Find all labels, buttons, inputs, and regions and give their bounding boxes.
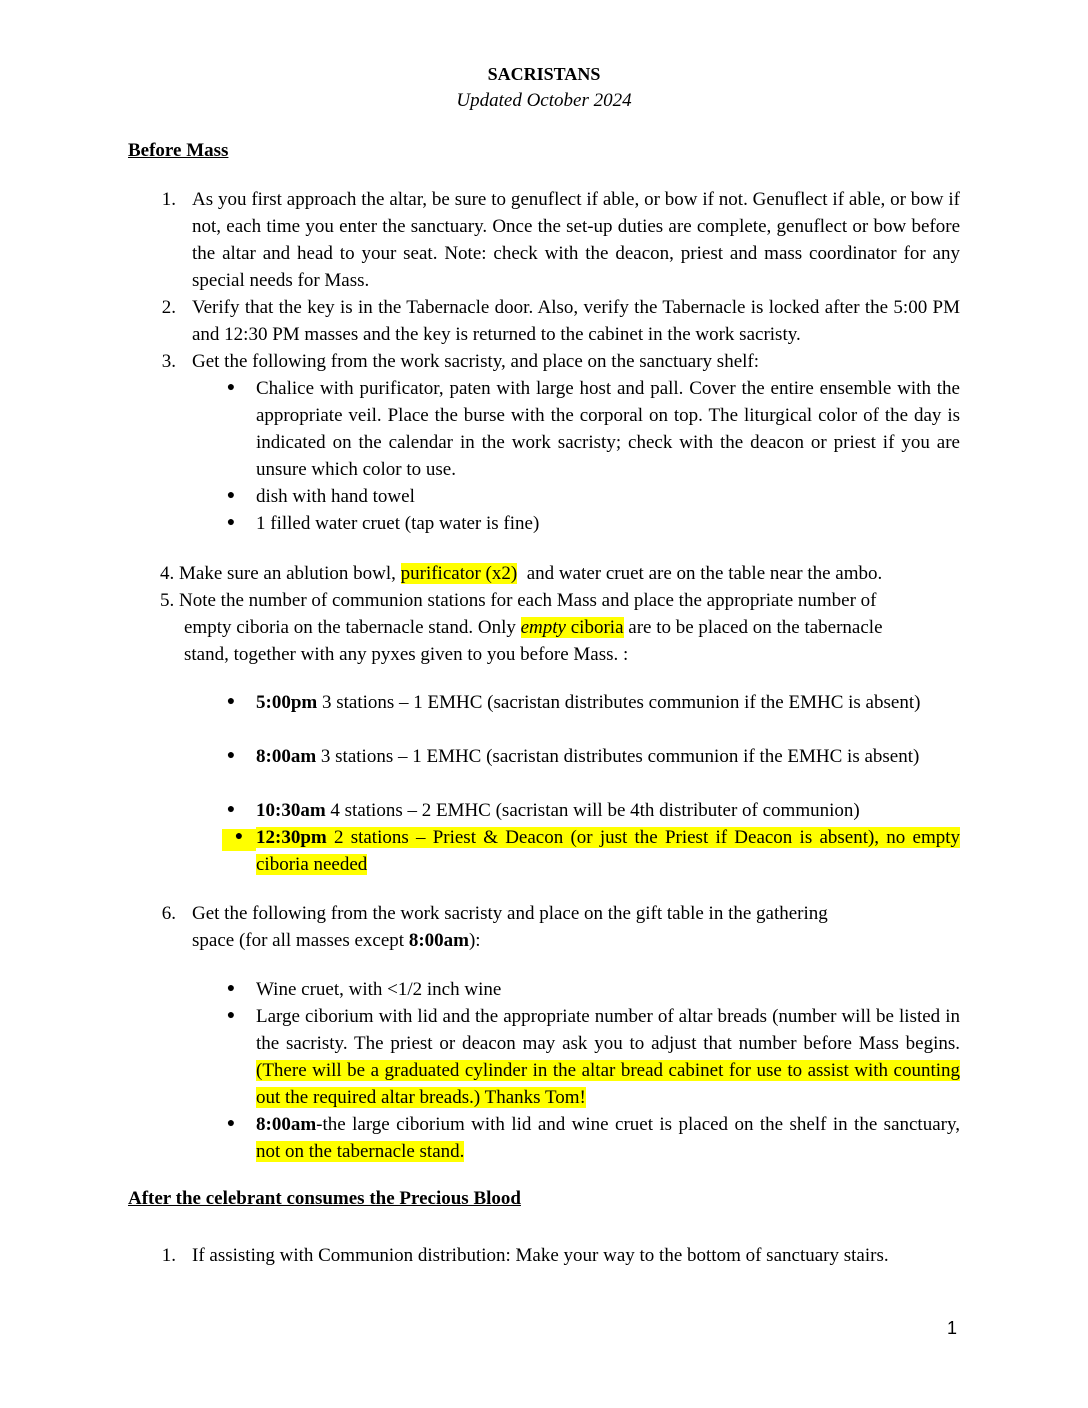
station-text: 3 stations – 1 EMHC (sacristan distributes communion if the EMHC is absent) — [316, 746, 920, 767]
bullet-icon: ● — [226, 515, 236, 530]
bullet-text: 1 filled water cruet (tap water is fine) — [256, 513, 540, 534]
section-heading-after-precious-blood: After the celebrant consumes the Precious Blood — [128, 1188, 521, 1209]
page-title: SACRISTANS — [487, 64, 601, 84]
list-number: 1. — [161, 189, 176, 210]
list-item-4 — [160, 560, 960, 587]
station-time: 12:30pm — [256, 827, 327, 848]
station-item — [256, 743, 960, 770]
list-item-text: are to be placed on the tabernacle — [623, 617, 883, 638]
list-item-text: Verify that the key is in the Tabernacle door. Also, verify the Tabernacle is locked after the 5:00 PM and 12:30 PM masses and the key is returned to the cabinet in the work sacristy. — [192, 297, 960, 345]
page-subtitle: Updated October 2024 — [456, 90, 632, 111]
bullet-text: dish with hand towel — [256, 486, 415, 507]
list-item-6-line2 — [192, 927, 960, 954]
list-item-text: As you first approach the altar, be sure to genuflect if able, or bow if not. Genuflect if able, or bow if not, each time you enter the sanctuary. Once the set-up duties are complete, genuflect or bow before the altar and head to your seat. Note: check with the deacon, priest and mass coordinator for any special needs for Mass. — [192, 189, 960, 291]
bullet-icon: ● — [226, 380, 236, 395]
bullet-icon: ● — [226, 1008, 236, 1023]
station-item — [256, 689, 960, 716]
list-item-text: 5. Note the number of communion stations for each Mass and place the appropriate number of — [160, 590, 877, 611]
list-item-text: empty ciboria on the tabernacle stand. Only — [184, 617, 521, 638]
highlighted-text: (There will be a graduated cylinder in the altar bread cabinet for use to assist with counting out the required altar breads.) Thanks Tom! — [256, 1060, 960, 1108]
bold-text: 8:00am — [408, 930, 469, 951]
station-time: 5:00pm — [256, 692, 318, 713]
list-number: 1. — [161, 1245, 176, 1266]
list-item-text: Get the following from the work sacristy, and place on the sanctuary shelf: — [192, 351, 760, 372]
list-number: 2. — [161, 297, 176, 318]
list-item-5-line2 — [184, 614, 960, 641]
list-item-text: stand, together with any pyxes given to you before Mass. : — [184, 644, 629, 665]
bullet-icon: ● — [226, 802, 236, 817]
highlighted-text: purificator (x2) — [400, 563, 518, 584]
bullet-text: -the large ciborium with lid and wine cruet is placed on the shelf in the sanctuary, — [316, 1114, 960, 1135]
station-time: 10:30am — [256, 800, 326, 821]
bullet-text-block — [256, 1111, 960, 1165]
bullet-text: Wine cruet, with <1/2 inch wine — [256, 979, 502, 1000]
station-item — [256, 797, 960, 824]
list-item-text: 4. Make sure an ablution bowl, — [160, 563, 401, 584]
section-heading-before-mass: Before Mass — [128, 140, 229, 161]
page-number: 1 — [947, 1318, 958, 1338]
bullet-text: Chalice with purificator, paten with large host and pall. Cover the entire ensemble with the appropriate veil. Place the burse with the corporal on top. The liturgical color of the day is indicated on the calendar in the work sacristy; check with the deacon or priest if you are unsure which color to use. — [256, 378, 960, 480]
station-text: 3 stations – 1 EMHC (sacristan distributes communion if the EMHC is absent) — [317, 692, 921, 713]
bullet-icon: ● — [222, 829, 256, 851]
list-number: 3. — [161, 351, 176, 372]
list-number: 6. — [161, 903, 176, 924]
bullet-icon: ● — [226, 488, 236, 503]
highlighted-text — [256, 827, 960, 875]
bullet-icon: ● — [226, 981, 236, 996]
bold-text: 8:00am — [256, 1114, 317, 1135]
bullet-text-block — [256, 1003, 960, 1111]
emphasis-text: empty — [520, 617, 566, 638]
station-text: 2 stations – Priest & Deacon (or just the Priest if Deacon is absent), no empty ciboria needed — [256, 827, 960, 875]
bullet-icon: ● — [226, 694, 236, 709]
highlighted-text — [521, 617, 624, 638]
bullet-text: Large ciborium with lid and the appropriate number of altar breads (number will be listed in the sacristy. The priest or deacon may ask you to adjust that number before Mass begins. — [256, 1006, 960, 1054]
list-item-text: ): — [468, 930, 481, 951]
bullet-icon: ● — [226, 1116, 236, 1131]
list-item-text: If assisting with Communion distribution: Make your way to the bottom of sanctuary stairs. — [192, 1245, 889, 1266]
highlighted-text: not on the tabernacle stand. — [256, 1141, 465, 1162]
list-item-text: and water cruet are on the table near the ambo. — [517, 563, 883, 584]
list-item-text: space (for all masses except — [192, 930, 409, 951]
highlighted-text: ciboria — [566, 617, 624, 638]
bullet-icon: ● — [226, 748, 236, 763]
list-item-text: Get the following from the work sacristy and place on the gift table in the gathering — [192, 903, 828, 924]
station-text: 4 stations – 2 EMHC (sacristan will be 4th distributer of communion) — [325, 800, 860, 821]
station-time: 8:00am — [256, 746, 317, 767]
station-item-highlighted — [256, 824, 960, 878]
